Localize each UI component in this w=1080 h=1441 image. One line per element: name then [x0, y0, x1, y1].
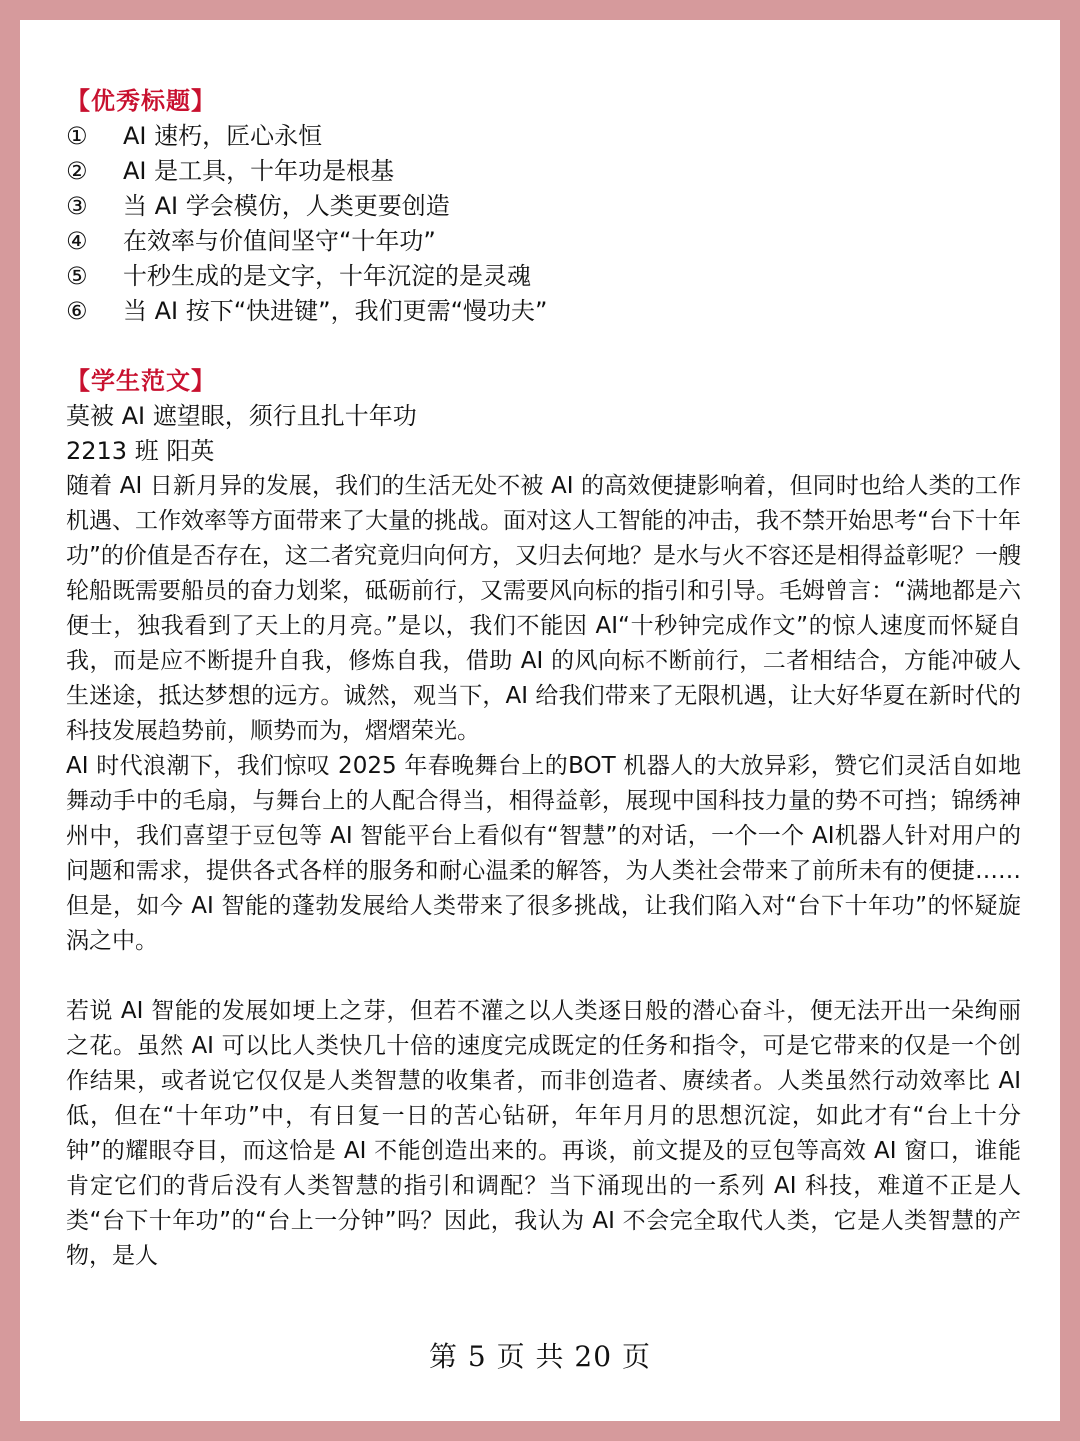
essay-paragraph: 随着 AI 日新月异的发展，我们的生活无处不被 AI 的高效便捷影响着，但同时也给人类的工作机遇、工作效率等方面带来了大量的挑战。面对这人工智能的冲击，我不禁开始思考“台下十年功”的价值是否存在，这二者究竟归向何方，又归去何地？是水与火不容还是相得益彰呢？一艘轮船既需要船员的奋力划桨，砥砺前行，又需要风向标的指引和引导。毛姆曾言：“满地都是六便士，独我看到了天上的月亮。”是以，我们不能因 AI“十秒钟完成作文”的惊人速度而怀疑自我，而是应不断提升自我，修炼自我，借助 AI 的风向标不断前行，二者相结合，方能冲破人生迷途，抵达梦想的远方。诚然，观当下，AI 给我们带来了无限机遇，让大好华夏在新时代的科技发展趋势前，顺势而为，熠熠荣光。	[66, 473, 1021, 744]
page-number: 第 5 页 共 20 页	[429, 1340, 651, 1373]
title-item	[66, 154, 1021, 189]
essay-paragraph: 若说 AI 智能的发展如埂上之芽，但若不灌之以人类逐日般的潜心奋斗，便无法开出一朵绚丽之花。虽然 AI 可以比人类快几十倍的速度完成既定的任务和指令，可是它带来的仅是一个创作结果，或者说它仅仅是人类智慧的收集者，而非创造者、赓续者。人类虽然行动效率比 AI 低，但在“十年功”中，有日复一日的苦心钻研，年年月月的思想沉淀，如此才有“台上十分钟”的耀眼夺目，而这恰是 AI 不能创造出来的。再谈，前文提及的豆包等高效 AI 窗口，谁能肯定它们的背后没有人类智慧的指引和调配？当下涌现出的一系列 AI 科技，难道不正是人类“台下十年功”的“台上一分钟”吗？因此，我认为 AI 不会完全取代人类，它是人类智慧的产物，是人	[66, 998, 1021, 1269]
title-item-number: ⑤	[66, 262, 88, 290]
essay-title: 莫被 AI 遮望眼，须行且扎十年功	[66, 402, 417, 430]
title-item	[66, 224, 1021, 259]
essay-heading: 【学生范文】	[66, 367, 216, 395]
titles-heading: 【优秀标题】	[66, 87, 216, 115]
title-item-text: AI 速朽，匠心永恒	[123, 122, 323, 150]
title-item-text: 当 AI 按下“快进键”，我们更需“慢功夫”	[123, 297, 548, 325]
title-item-text: 在效率与价值间坚守“十年功”	[123, 227, 436, 255]
title-item-number: ④	[66, 227, 88, 255]
essay-author: 2213 班 阳英	[66, 437, 215, 465]
title-item	[66, 294, 1021, 329]
title-item-text: 十秒生成的是文字，十年沉淀的是灵魂	[123, 262, 531, 290]
title-item	[66, 259, 1021, 294]
title-item-number: ①	[66, 122, 88, 150]
title-item-text: 当 AI 学会模仿，人类更要创造	[123, 192, 450, 220]
title-item	[66, 189, 1021, 224]
document-page	[20, 20, 1060, 1421]
title-item	[66, 119, 1021, 154]
essay-paragraph: AI 时代浪潮下，我们惊叹 2025 年春晚舞台上的BOT 机器人的大放异彩，赞它们灵活自如地舞动手中的毛扇，与舞台上的人配合得当，相得益彰，展现中国科技力量的势不可挡；锦绣神州中，我们喜望于豆包等 AI 智能平台上看似有“智慧”的对话，一个一个 AI机器人针对用户的问题和需求，提供各式各样的服务和耐心温柔的解答，为人类社会带来了前所未有的便捷……但是，如今 AI 智能的蓬勃发展给人类带来了很多挑战，让我们陷入对“台下十年功”的怀疑旋涡之中。	[66, 753, 1021, 954]
document-content	[66, 84, 1021, 1274]
title-item-number: ③	[66, 192, 88, 220]
title-item-number: ⑥	[66, 297, 88, 325]
title-item-text: AI 是工具，十年功是根基	[123, 157, 395, 185]
paragraph-spacer	[66, 959, 1021, 994]
title-item-number: ②	[66, 157, 88, 185]
section-spacer	[66, 329, 1021, 364]
